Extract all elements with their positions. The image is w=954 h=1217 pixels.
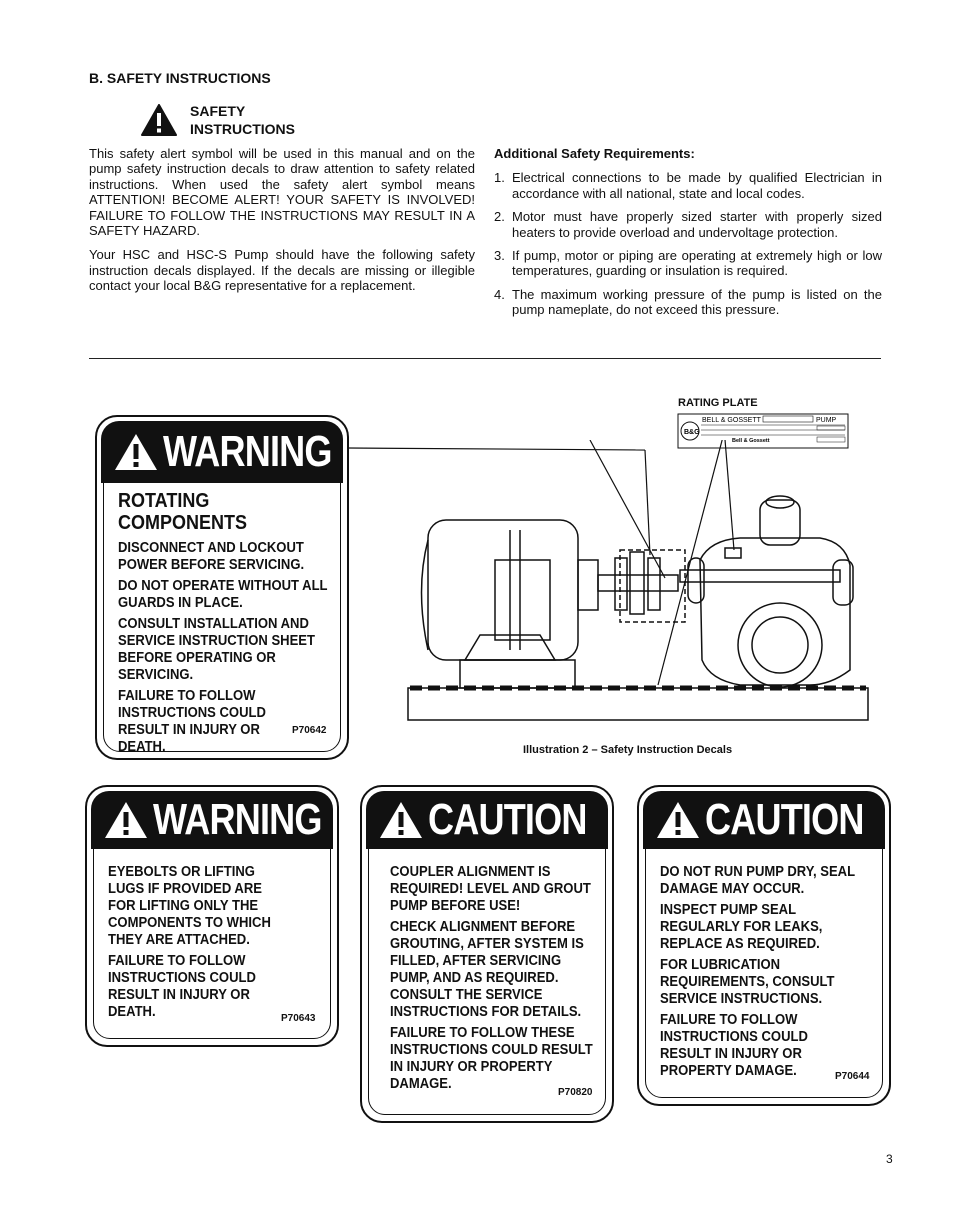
- decal-heading: ROTATING COMPONENTS: [118, 490, 248, 534]
- warning-decal-eyebolts: WARNING EYEBOLTS OR LIFTING LUGS IF PROVIDED ARE FOR LIFTING ONLY THE COMPONENTS TO WHICH THEY ARE ATTACHED. FAILURE TO FOLLOW INSTRUCTIONS COULD RESULT IN INJURY OR DEATH. P70643: [85, 785, 339, 1047]
- list-item: 2. Motor must have properly sized starter with properly sized heaters to provide overload and undervoltage protection.: [494, 209, 882, 240]
- requirements-heading: Additional Safety Requirements:: [494, 146, 695, 161]
- intro-paragraph-2: Your HSC and HSC-S Pump should have the following safety instruction decals displayed. If the decals are missing or illegible contact your local B&G representative for a replacement.: [89, 247, 475, 294]
- page-number: 3: [886, 1152, 893, 1166]
- additional-requirements: [494, 146, 882, 326]
- warning-triangle-icon: [141, 104, 177, 136]
- rating-plate-pump: PUMP: [816, 417, 837, 424]
- rating-plate-maker: Bell & Gossett: [732, 438, 770, 444]
- decal-code: P70643: [281, 1013, 316, 1024]
- warning-triangle-icon: [103, 800, 149, 840]
- decal-code: P70820: [558, 1087, 593, 1098]
- illustration-caption: Illustration 2 – Safety Instruction Decals: [523, 744, 733, 756]
- section-title: B. SAFETY INSTRUCTIONS: [89, 70, 271, 86]
- decal-banner-text: WARNING: [153, 795, 322, 844]
- decal-code: P70644: [835, 1071, 870, 1082]
- caution-decal-seal: CAUTION DO NOT RUN PUMP DRY, SEAL DAMAGE MAY OCCUR. INSPECT PUMP SEAL REGULARLY FOR LEAKS, REPLACE AS REQUIRED. FOR LUBRICATION REQUIREMENTS, CONSULT SERVICE INSTRUCTIONS. FAILURE TO FOLLOW INSTRUCTIONS COULD RESULT IN INJURY OR PROPERTY DAMAGE. P70644: [637, 785, 891, 1106]
- list-item: 1. Electrical connections to be made by qualified Electrician in accordance with all national, state and local codes.: [494, 170, 882, 201]
- requirements-list: [494, 170, 882, 317]
- section-divider: [89, 358, 881, 359]
- safety-instructions-label: SAFETY INSTRUCTIONS: [190, 103, 295, 137]
- intro-paragraph-1: This safety alert symbol will be used in this manual and on the pump safety instruction decals to draw attention to safety related instructions. When used the safety alert symbol means ATTENTION! BECOME ALERT! YOUR SAFETY IS INVOLVED! FAILURE TO FOLLOW THE INSTRUCTIONS MAY RESULT IN A SAFETY HAZARD.: [89, 146, 475, 239]
- decal-banner-text: CAUTION: [428, 795, 587, 844]
- intro-text: [89, 146, 475, 303]
- rating-plate-label: RATING PLATE: [678, 397, 758, 409]
- rating-plate-brand: BELL & GOSSETT: [702, 417, 761, 424]
- decal-banner-text: WARNING: [163, 427, 332, 476]
- decal-code: P70642: [292, 725, 327, 736]
- pump-illustration: [340, 440, 880, 740]
- list-item: 3. If pump, motor or piping are operating at extremely high or low temperatures, guarding or insulation is required.: [494, 248, 882, 279]
- list-item: 4. The maximum working pressure of the pump is listed on the pump nameplate, do not exceed this pressure.: [494, 286, 882, 318]
- warning-triangle-icon: [113, 432, 159, 472]
- caution-decal-alignment: CAUTION COUPLER ALIGNMENT IS REQUIRED! LEVEL AND GROUT PUMP BEFORE USE! CHECK ALIGNMENT BEFORE GROUTING, AFTER SYSTEM IS FILLED, AFTER SERVICING PUMP, AND AS REQUIRED. CONSULT THE SERVICE INSTRUCTIONS FOR DETAILS. FAILURE TO FOLLOW THESE INSTRUCTIONS COULD RESULT IN INJURY OR PROPERTY DAMAGE. P70820: [360, 785, 614, 1123]
- decal-banner-text: CAUTION: [705, 795, 864, 844]
- warning-decal-rotating: WARNING ROTATING COMPONENTS DISCONNECT AND LOCKOUT POWER BEFORE SERVICING. DO NOT OPERATE WITHOUT ALL GUARDS IN PLACE. CONSULT INSTALLATION AND SERVICE INSTRUCTION SHEET BEFORE OPERATING OR SERVICING. FAILURE TO FOLLOW INSTRUCTIONS COULD RESULT IN INJURY OR DEATH. P70642: [95, 415, 349, 760]
- warning-triangle-icon: [655, 800, 701, 840]
- warning-triangle-icon: [378, 800, 424, 840]
- rating-plate-logo: B&G: [684, 429, 700, 436]
